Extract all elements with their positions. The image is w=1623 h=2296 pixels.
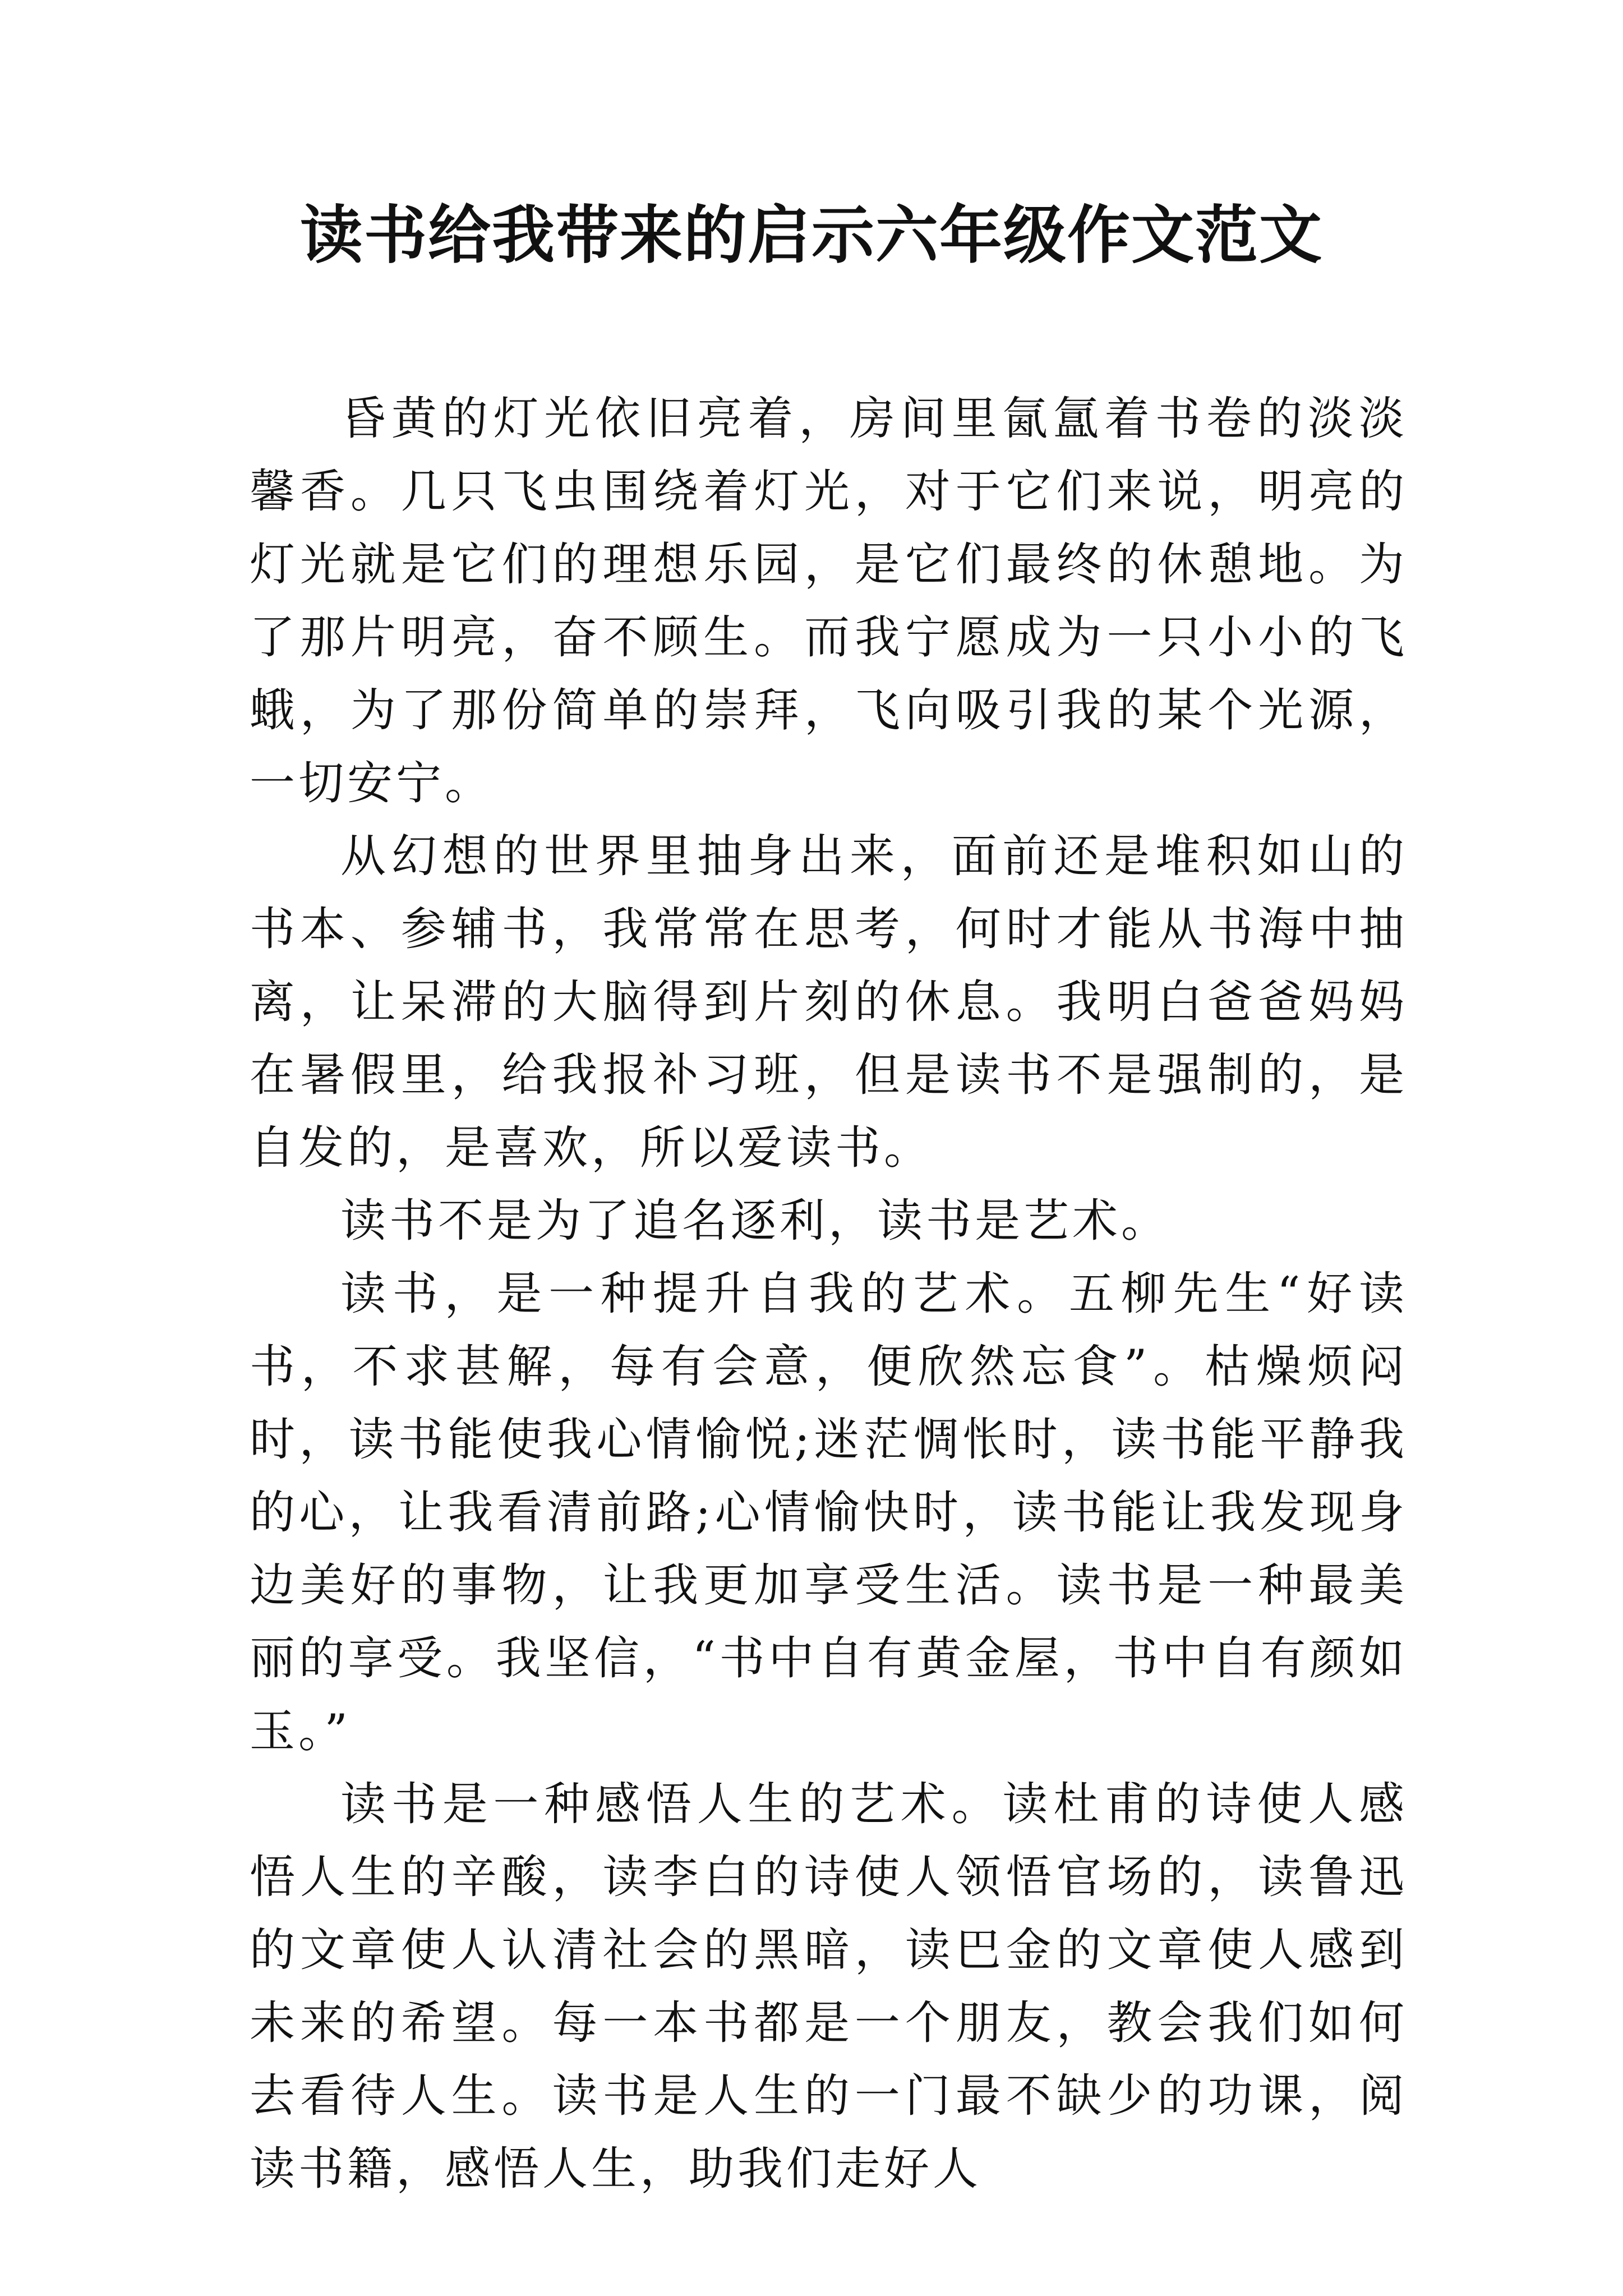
document-body bbox=[250, 383, 1408, 2206]
paragraph-2: 从幻想的世界里抽身出来，面前还是堆积如山的书本、参辅书，我常常在思考，何时才能从书海中抽离，让呆滞的大脑得到片刻的休息。我明白爸爸妈妈在暑假里，给我报补习班，但是读书不是强制的，是自发的，是喜欢，所以爱读书。 bbox=[250, 830, 1408, 1175]
paragraph-1: 昏黄的灯光依旧亮着，房间里氤氲着书卷的淡淡馨香。几只飞虫围绕着灯光，对于它们来说，明亮的灯光就是它们的理想乐园，是它们最终的休憩地。为了那片明亮，奋不顾生。而我宁愿成为一只小小的飞蛾，为了那份简单的崇拜，飞向吸引我的某个光源，一切安宁。 bbox=[250, 393, 1408, 810]
paragraph-3: 读书不是为了追名逐利，读书是艺术。 bbox=[340, 1195, 1170, 1248]
paragraph-4: 读书，是一种提升自我的艺术。五柳先生“好读书，不求甚解，每有会意，便欣然忘食”。枯燥烦闷时，读书能使我心情愉悦;迷茫惆怅时，读书能平静我的心，让我看清前路;心情愉快时，读书能让我发现身边美好的事物，让我更加享受生活。读书是一种最美丽的享受。我坚信，“书中自有黄金屋，书中自有颜如玉。” bbox=[250, 1268, 1408, 1758]
paragraph-5: 读书是一种感悟人生的艺术。读杜甫的诗使人感悟人生的辛酸，读李白的诗使人领悟官场的，读鲁迅的文章使人认清社会的黑暗，读巴金的文章使人感到未来的希望。每一本书都是一个朋友，教会我们如何去看待人生。读书是人生的一门最不缺少的功课，阅读书籍，感悟人生，助我们走好人 bbox=[250, 1778, 1408, 2196]
document-title: 读书给我带来的启示六年级作文范文 bbox=[300, 199, 1323, 272]
